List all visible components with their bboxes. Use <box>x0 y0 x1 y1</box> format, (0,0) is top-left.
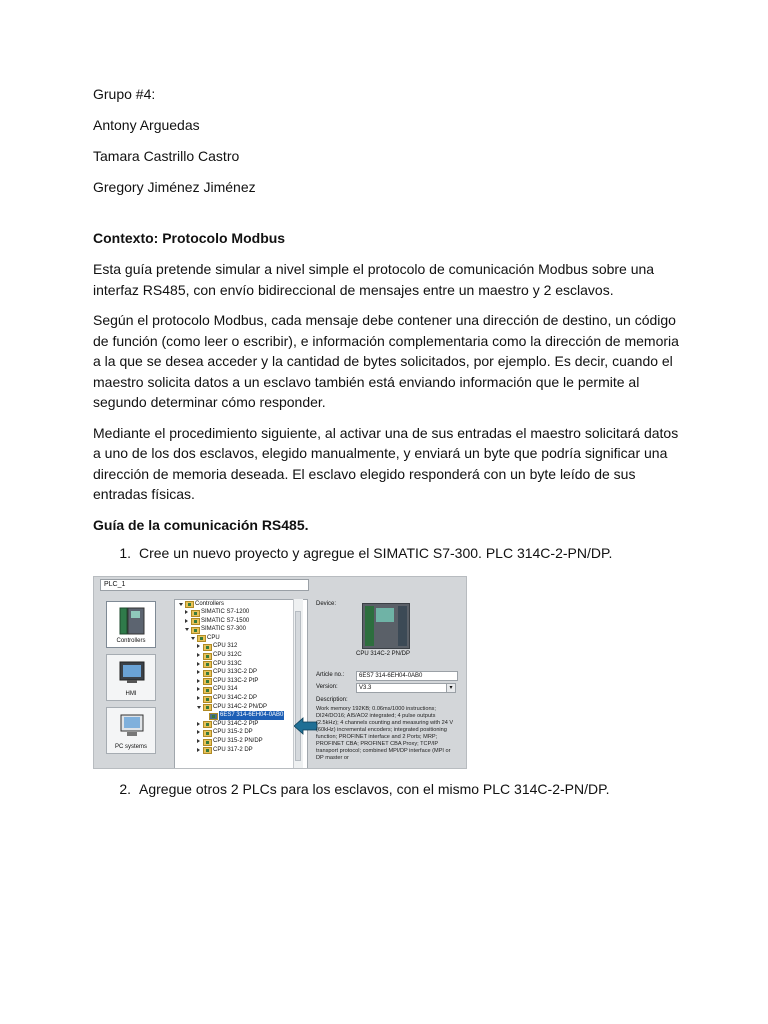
tree-item[interactable] <box>175 685 307 694</box>
folder-icon <box>203 644 212 651</box>
folder-icon <box>185 601 194 608</box>
hmi-icon <box>119 661 145 685</box>
category-hmi[interactable] <box>106 654 156 701</box>
member-name: Antony Arguedas <box>93 117 200 133</box>
article-field[interactable]: 6ES7 314-6EH04-0AB0 <box>356 671 458 681</box>
tree-item-label: CPU 315-2 DP <box>213 729 253 736</box>
category-pc-systems[interactable] <box>106 707 156 754</box>
tree-scrollbar[interactable] <box>293 599 303 768</box>
context-paragraph: Según el protocolo Modbus, cada mensaje debe contener una dirección de destino, un código de función (como leer o escribir), e información complementaria como la dirección de memoria a la que se desea acceder y la cantidad de bytes solicitados, por ejemplo. Es decir, cuando el maestro solicita datos a un esclavo también está enviando información que le permite al segundo determinar cómo responder. <box>93 312 679 410</box>
category-label: Controllers <box>116 637 146 644</box>
expand-right-icon[interactable] <box>197 739 200 743</box>
tree-item[interactable] <box>175 642 307 651</box>
tree-item-label: CPU 317-2 DP <box>213 746 253 753</box>
device-info-panel <box>316 599 464 768</box>
category-label: HMI <box>125 690 137 697</box>
tree-item-label: CPU 313C-2 DP <box>213 669 258 676</box>
version-select[interactable] <box>356 683 450 693</box>
tree-item[interactable] <box>175 608 307 617</box>
tree-item-label: CPU <box>207 634 220 641</box>
catalog-tree[interactable] <box>174 599 308 769</box>
tree-item-label: CPU 314C-2 PtP <box>213 720 259 727</box>
chevron-down-icon[interactable]: ▾ <box>446 683 456 693</box>
tree-item-label: CPU 312 <box>213 643 238 650</box>
pointer-arrow-icon <box>294 717 318 735</box>
expand-right-icon[interactable] <box>197 722 200 726</box>
tree-item-label: CPU 313C-2 PtP <box>213 677 259 684</box>
category-label: PC systems <box>114 743 147 750</box>
tree-item[interactable] <box>175 600 307 609</box>
folder-icon <box>203 661 212 668</box>
article-label: Article no.: <box>316 671 345 678</box>
tree-item[interactable] <box>175 677 307 686</box>
expand-down-icon[interactable] <box>191 637 195 640</box>
folder-icon <box>203 730 212 737</box>
list-item <box>93 779 683 800</box>
folder-icon <box>203 721 212 728</box>
expand-right-icon[interactable] <box>197 644 200 648</box>
member-name: Gregory Jiménez Jiménez <box>93 179 256 195</box>
tia-portal-screenshot <box>93 576 467 769</box>
step-number: 1. <box>119 544 131 561</box>
tree-item[interactable] <box>175 746 307 755</box>
expand-right-icon[interactable] <box>197 687 200 691</box>
expand-right-icon[interactable] <box>197 653 200 657</box>
folder-icon <box>191 618 200 625</box>
tree-item[interactable] <box>175 703 307 712</box>
context-paragraph: Esta guía pretende simular a nivel simple el protocolo de comunicación Modbus sobre una interfaz RS485, con envío bidireccional de mensajes entre un maestro y 2 esclavos. <box>93 261 655 298</box>
folder-icon <box>191 627 200 634</box>
context-heading: Contexto: Protocolo Modbus <box>93 230 286 246</box>
category-pane <box>100 597 162 767</box>
cpu-image <box>362 603 410 649</box>
folder-icon <box>203 670 212 677</box>
step-number: 2. <box>119 780 131 797</box>
member-name: Tamara Castrillo Castro <box>93 148 240 164</box>
guide-heading: Guía de la comunicación RS485. <box>93 516 309 533</box>
folder-icon <box>203 747 212 754</box>
device-icon <box>209 713 218 720</box>
folder-icon <box>203 696 212 703</box>
tree-item-label: CPU 315-2 PN/DP <box>213 738 263 744</box>
folder-icon <box>203 678 212 685</box>
module-strip <box>398 606 407 646</box>
expand-down-icon[interactable] <box>179 603 183 606</box>
tree-item[interactable] <box>175 668 307 677</box>
tree-item[interactable] <box>175 651 307 660</box>
expand-right-icon[interactable] <box>197 696 200 700</box>
module-strip <box>365 606 374 646</box>
tree-item[interactable] <box>175 737 307 746</box>
tree-item[interactable] <box>175 625 307 634</box>
tree-item[interactable] <box>175 728 307 737</box>
list-item <box>93 543 683 564</box>
folder-icon <box>203 687 212 694</box>
expand-right-icon[interactable] <box>197 670 200 674</box>
tree-item-label: CPU 313C <box>213 660 242 667</box>
tree-item-label: CPU 314C-2 DP <box>213 695 258 702</box>
context-paragraph: Mediante el procedimiento siguiente, al activar una de sus entradas el maestro solicitará datos a uno de los dos esclavos, elegido manualmente, y enviará un byte que podría significar una dirección de memoria deseada. El esclavo elegido responderá con un byte leído de sus entradas físicas. <box>93 424 679 502</box>
expand-right-icon[interactable] <box>197 679 200 683</box>
description-text: Work memory 192KB; 0.06ms/1000 instructions; DI24/DO16; AI5/AO2 integrated; 4 pulse outputs (2.5kHz); 4 channels counting and measuring with 24 V (60kHz) incremental encoders; integrated positioning function; PROFINET interface and 2 Ports; MRP; PROFINET CBA; PROFINET CBA Proxy; TCP/IP transport protocol; combined MPI/DP interface (MPI or DP master or <box>316 705 454 761</box>
pc-icon <box>119 714 145 738</box>
folder-icon <box>197 635 206 642</box>
tree-item-label: CPU 314C-2 PN/DP <box>213 703 268 710</box>
tree-item-label: CPU 314 <box>213 686 238 693</box>
category-controllers[interactable] <box>106 601 156 648</box>
expand-down-icon[interactable] <box>185 628 189 631</box>
step-text: Cree un nuevo proyecto y agregue el SIMATIC S7-300. PLC 314C-2-PN/DP. <box>139 544 613 561</box>
tree-item[interactable] <box>175 617 307 626</box>
tree-item-label: CPU 312C <box>213 652 242 659</box>
folder-icon <box>203 704 212 711</box>
step-text: Agregue otros 2 PLCs para los esclavos, con el mismo PLC 314C-2-PN/DP. <box>139 780 610 797</box>
version-label: Version: <box>316 683 338 690</box>
device-label: Device: <box>316 600 337 607</box>
module-screen <box>376 608 394 622</box>
controller-icon <box>119 607 145 635</box>
tree-item[interactable] <box>175 711 307 720</box>
group-heading: Grupo #4: <box>93 86 156 102</box>
scroll-thumb[interactable] <box>295 611 301 761</box>
document-page <box>93 84 683 800</box>
tree-item-label: Controllers <box>195 600 225 607</box>
folder-icon <box>203 653 212 660</box>
device-name: CPU 314C-2 PN/DP <box>356 650 411 657</box>
expand-right-icon[interactable] <box>197 748 200 752</box>
tree-item[interactable] <box>175 720 307 729</box>
version-value: V3.3 <box>359 684 372 691</box>
tree-item-label: SIMATIC S7-300 <box>201 626 246 633</box>
tree-item-label: 6ES7 314-6EH04-0AB0 <box>220 712 284 719</box>
folder-icon <box>203 739 212 746</box>
expand-down-icon[interactable] <box>197 706 201 709</box>
expand-right-icon[interactable] <box>185 610 188 614</box>
expand-right-icon[interactable] <box>185 619 188 623</box>
name-input[interactable]: PLC_1 <box>100 579 309 591</box>
tree-item-label: SIMATIC S7-1200 <box>201 609 250 616</box>
folder-icon <box>191 610 200 617</box>
tree-item[interactable] <box>175 660 307 669</box>
tree-item-label: SIMATIC S7-1500 <box>201 617 250 624</box>
tree-item[interactable] <box>175 634 307 643</box>
tree-item[interactable] <box>175 694 307 703</box>
expand-right-icon[interactable] <box>197 730 200 734</box>
expand-right-icon[interactable] <box>197 662 200 666</box>
description-label: Description: <box>316 696 348 703</box>
